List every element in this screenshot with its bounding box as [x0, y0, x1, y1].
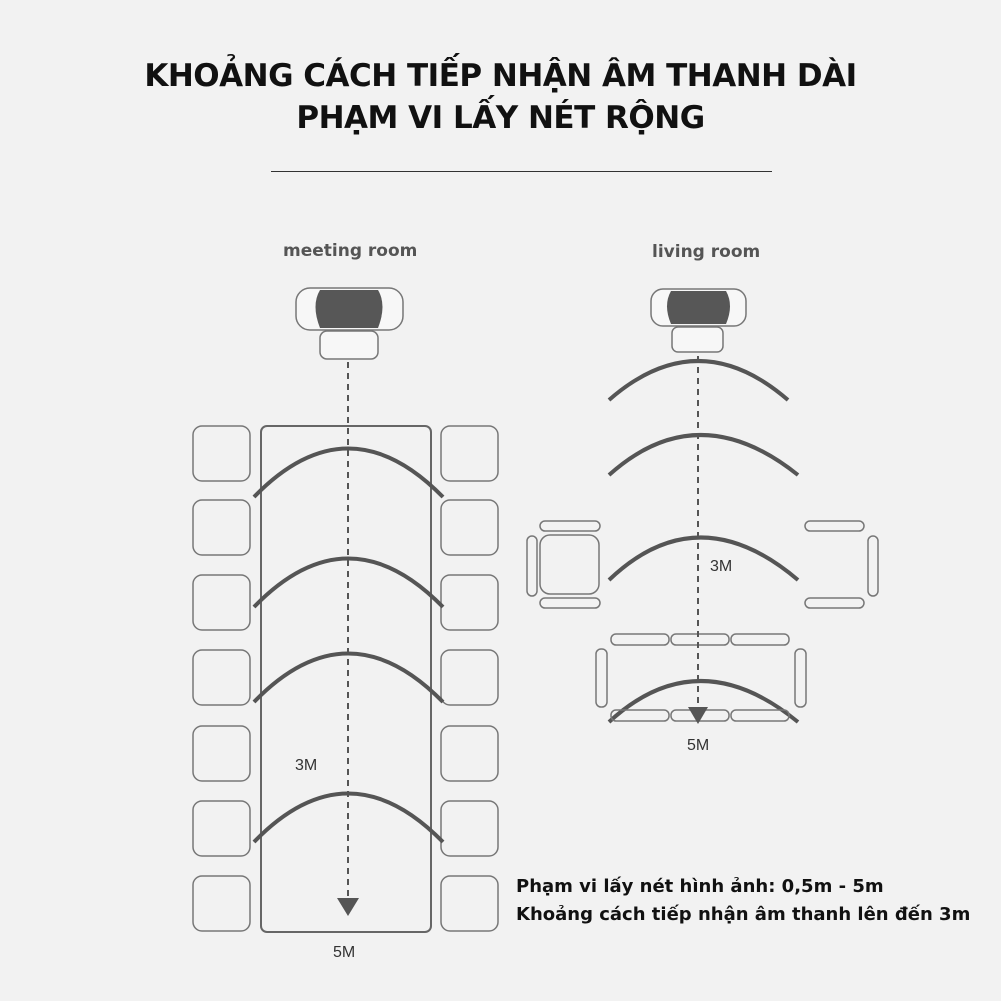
armchair-left — [527, 521, 600, 608]
chair — [441, 575, 498, 630]
chair — [441, 876, 498, 931]
living-distance-3m-label: 3M — [710, 558, 733, 575]
page-title-line-2: PHẠM VI LẤY NÉT RỘNG — [296, 100, 705, 136]
meeting-chairs-right — [441, 426, 498, 931]
chair — [441, 801, 498, 856]
chair — [193, 726, 250, 781]
page-title-line-1: KHOẢNG CÁCH TIẾP NHẬN ÂM THANH DÀI — [144, 58, 857, 94]
armchair-right — [805, 521, 878, 608]
conference-table — [261, 426, 431, 932]
chair — [193, 876, 250, 931]
chair — [193, 575, 250, 630]
chair — [193, 801, 250, 856]
meeting-arrow-head — [337, 898, 359, 916]
meeting-room-label: meeting room — [283, 241, 418, 261]
chair — [193, 650, 250, 705]
meeting-room-diagram — [193, 288, 498, 932]
living-room-diagram — [527, 289, 878, 724]
living-distance-5m-label: 5M — [687, 737, 710, 754]
chair — [441, 426, 498, 481]
chair — [441, 650, 498, 705]
living-webcam-icon — [651, 289, 746, 352]
meeting-webcam-icon — [296, 288, 403, 359]
audio-range-spec: Khoảng cách tiếp nhận âm thanh lên đến 3m — [516, 904, 971, 925]
sound-arc — [609, 538, 798, 581]
sound-arc — [609, 681, 798, 722]
living-sound-arcs — [609, 361, 798, 722]
chair — [193, 426, 250, 481]
living-room-label: living room — [652, 242, 761, 262]
meeting-distance-5m-label: 5M — [333, 944, 356, 961]
meeting-chairs-left — [193, 426, 250, 931]
chair — [441, 500, 498, 555]
sound-arc — [609, 435, 798, 475]
meeting-distance-3m-label: 3M — [295, 757, 318, 774]
focus-range-spec: Phạm vi lấy nét hình ảnh: 0,5m - 5m — [516, 876, 884, 897]
chair — [441, 726, 498, 781]
chair — [193, 500, 250, 555]
